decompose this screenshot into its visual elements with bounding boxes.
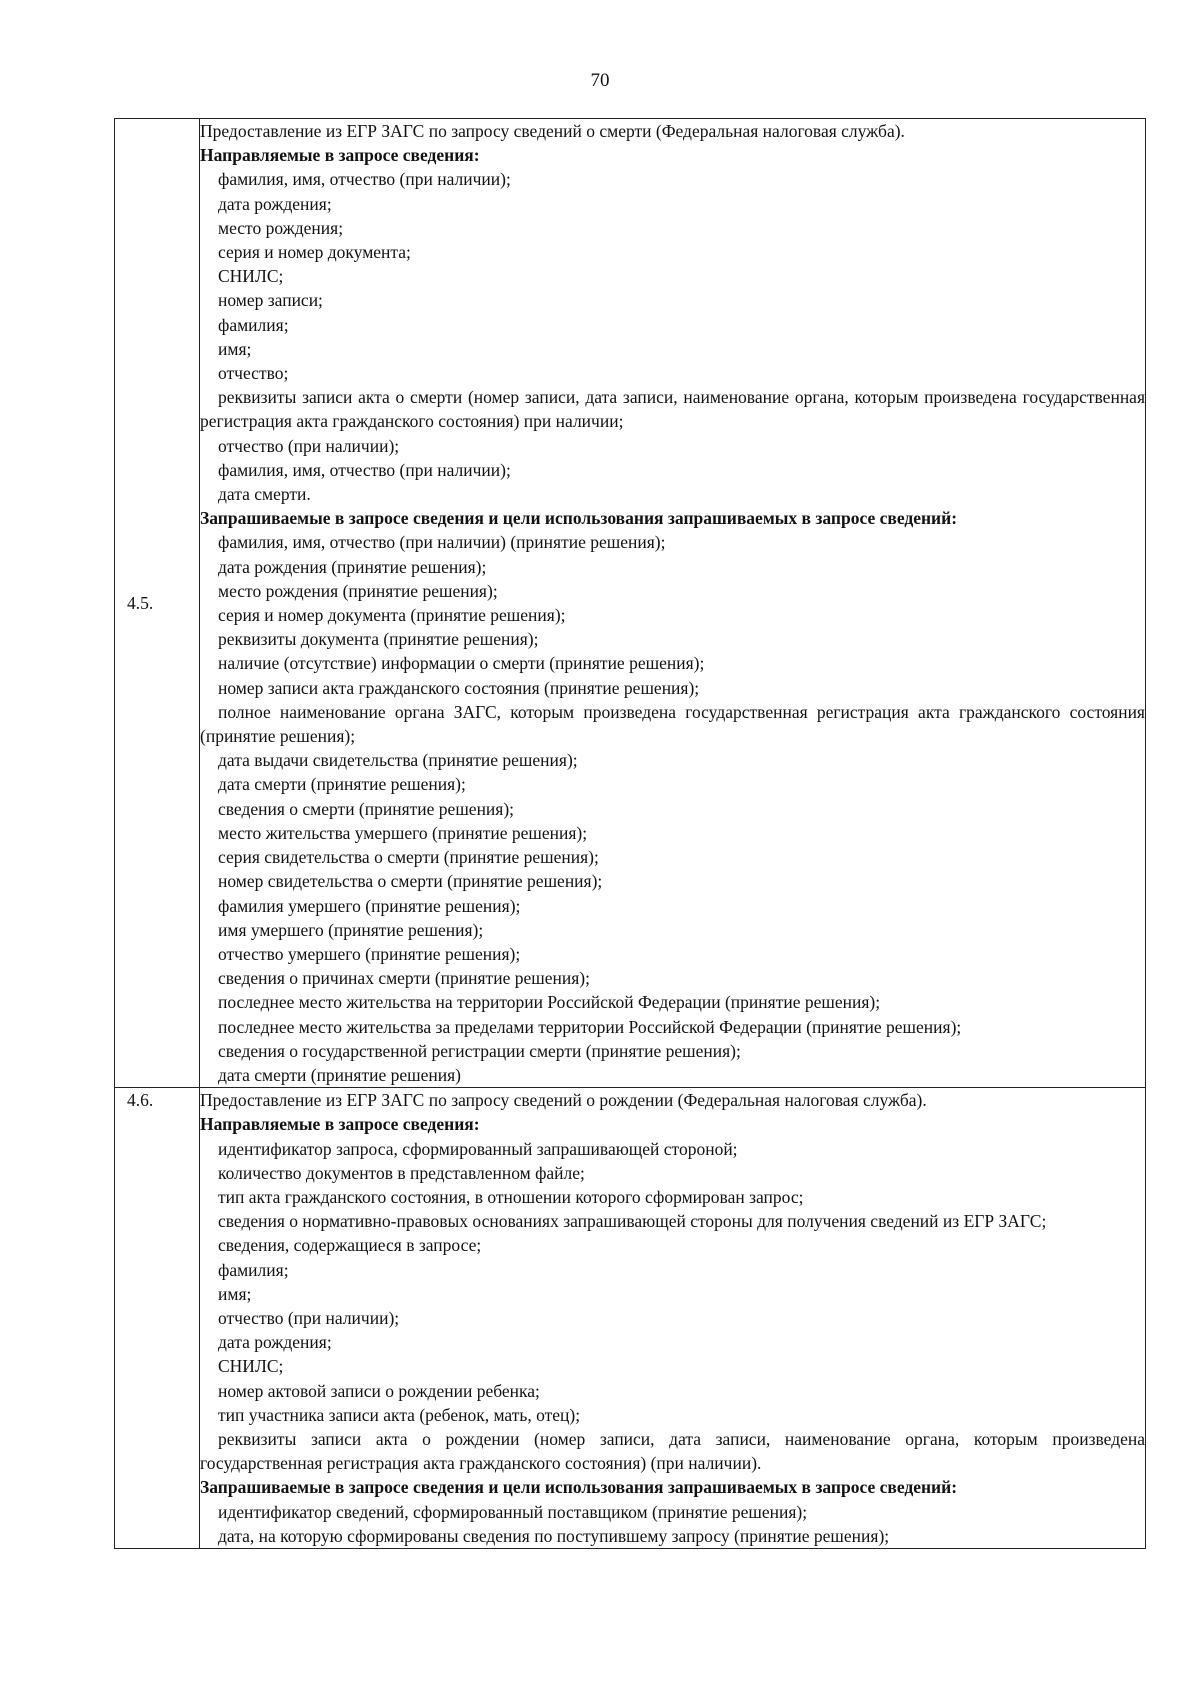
list-item: номер актовой записи о рождении ребенка; [218, 1380, 540, 1401]
list-item: фамилия, имя, отчество (при наличии); [218, 459, 511, 480]
list-item: фамилия; [218, 314, 289, 335]
list-item: место рождения (принятие решения); [218, 580, 498, 601]
list-item: тип участника записи акта (ребенок, мать, отец); [218, 1404, 581, 1425]
list-item: идентификатор сведений, сформированный поставщиком (принятие решения); [218, 1501, 808, 1522]
list-item: дата, на которую сформированы сведения по поступившему запросу (принятие решения); [218, 1525, 890, 1546]
row-content-cell [200, 1088, 1146, 1549]
list-item: дата рождения; [218, 1332, 332, 1353]
list-item: дата смерти (принятие решения); [218, 774, 466, 795]
list-item: сведения, содержащиеся в запросе; [218, 1235, 482, 1256]
list-item: имя; [218, 1283, 252, 1304]
list-item: дата выдачи свидетельства (принятие решения); [218, 750, 578, 771]
list-item: серия свидетельства о смерти (принятие решения); [218, 847, 599, 868]
row-title: Предоставление из ЕГР ЗАГС по запросу сведений о рождении (Федеральная налоговая служба). [200, 1090, 927, 1111]
list-item: фамилия, имя, отчество (при наличии) (принятие решения); [218, 532, 666, 553]
list-item: фамилия; [218, 1259, 289, 1280]
table-row [115, 119, 1146, 1088]
row-title: Предоставление из ЕГР ЗАГС по запросу сведений о смерти (Федеральная налоговая служба). [200, 121, 905, 141]
list-item: реквизиты записи акта о рождении (номер записи, дата записи, наименование органа, которым произведена государственная регистрация акта гражданского состояния) (при наличии). [200, 1428, 1145, 1474]
list-item: реквизиты записи акта о смерти (номер записи, дата записи, наименование органа, которым произведена государственная регистрация акта гражданского состояния) при наличии; [200, 387, 1145, 432]
list-item: полное наименование органа ЗАГС, которым произведена государственная регистрация акта гражданского состояния (принятие решения); [200, 701, 1145, 747]
page-number: 70 [590, 70, 610, 91]
list-item: дата рождения (принятие решения); [218, 556, 487, 577]
row-number: 4.6. [127, 1090, 154, 1111]
list-item: имя; [218, 338, 252, 359]
list-item: серия и номер документа; [218, 242, 411, 263]
row-number-cell [115, 1088, 200, 1549]
list-item: дата рождения; [218, 193, 332, 214]
list-item: количество документов в представленном файле; [218, 1162, 585, 1183]
list-item: место рождения; [218, 217, 344, 238]
table-row [115, 1088, 1146, 1549]
list-item: номер записи акта гражданского состояния (принятие решения); [218, 677, 700, 698]
list-item: сведения о причинах смерти (принятие решения); [218, 968, 590, 989]
list-item: идентификатор запроса, сформированный запрашивающей стороной; [218, 1138, 738, 1159]
list-item: место жительства умершего (принятие решения); [218, 822, 588, 843]
row-content-cell [200, 119, 1146, 1088]
list-item: сведения о смерти (принятие решения); [218, 798, 515, 819]
list-item: тип акта гражданского состояния, в отношении которого сформирован запрос; [218, 1186, 804, 1207]
list-item: реквизиты документа (принятие решения); [218, 629, 539, 650]
list-item: последнее место жительства за пределами территории Российской Федерации (принятие решения); [218, 1016, 962, 1037]
section-heading: Направляемые в запросе сведения: [200, 145, 480, 166]
document-table [114, 118, 1146, 1549]
section-heading: Запрашиваемые в запросе сведения и цели использования запрашиваемых в запросе сведений: [200, 508, 958, 529]
row-number: 4.5. [127, 592, 154, 613]
list-item: дата смерти. [218, 484, 311, 505]
list-item: имя умершего (принятие решения); [218, 919, 484, 940]
list-item: дата смерти (принятие решения) [218, 1064, 461, 1085]
section-heading: Направляемые в запросе сведения: [200, 1114, 480, 1135]
section-heading: Запрашиваемые в запросе сведения и цели использования запрашиваемых в запросе сведений: [200, 1477, 958, 1498]
list-item: серия и номер документа (принятие решения); [218, 605, 566, 626]
list-item: отчество (при наличии); [218, 435, 400, 456]
list-item: фамилия, имя, отчество (при наличии); [218, 169, 511, 190]
list-item: сведения о нормативно-правовых основаниях запрашивающей стороны для получения сведений из ЕГР ЗАГС; [218, 1211, 1047, 1232]
list-item: фамилия умершего (принятие решения); [218, 895, 521, 916]
list-item: отчество; [218, 363, 289, 384]
list-item: СНИЛС; [218, 1356, 284, 1377]
list-item: номер свидетельства о смерти (принятие решения); [218, 871, 603, 892]
list-item: наличие (отсутствие) информации о смерти (принятие решения); [218, 653, 705, 674]
list-item: отчество (при наличии); [218, 1307, 400, 1328]
row-number-cell [115, 119, 200, 1088]
list-item: последнее место жительства на территории Российской Федерации (принятие решения); [218, 992, 881, 1013]
list-item: отчество умершего (принятие решения); [218, 943, 521, 964]
list-item: номер записи; [218, 290, 323, 311]
list-item: сведения о государственной регистрации смерти (принятие решения); [218, 1040, 741, 1061]
list-item: СНИЛС; [218, 266, 284, 287]
